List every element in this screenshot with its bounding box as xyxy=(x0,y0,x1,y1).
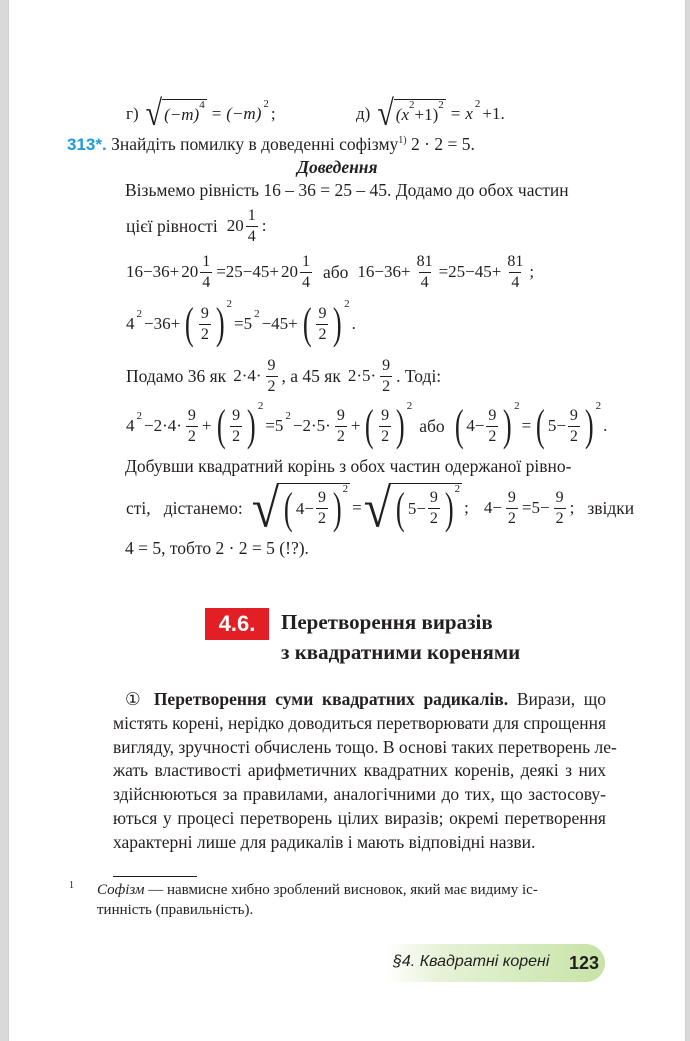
subsection-paragraph: ① Перетворення суми квадратних радикалів. Вирази, що містять корені, нерідко доводиться перетворювати для спрощення вигляду, зручності обчислень тощо. В основі таких перетворень ле- жать властивості арифметичних квадратних коренів, деякі з них здійснюються за правилами, аналогічними до тих, що застосову- ються у процесі перетворень цілих виразів; окремі перетворення характерні лише для радикалів і мають відповідні назви. xyxy=(113,689,617,852)
section-title-line2: з квадратними коренями xyxy=(281,640,521,664)
d-res: x xyxy=(465,104,473,123)
item-d-label: д) xyxy=(356,104,371,123)
sqrt-g: √ (−m) 4 xyxy=(145,93,205,134)
exercise-number: 313*. xyxy=(67,135,107,154)
sqrt-d: √ (x 2 +1) 2 xyxy=(377,93,444,134)
item-g-label: г) xyxy=(126,104,139,123)
subsection-marker: ① xyxy=(125,689,146,709)
footnote-line1: Софізм — навмисне хибно зроблений висновок, який має видиму іс- xyxy=(97,882,538,898)
mixed-20-1-4: 20 $\frac{1}{4}$ xyxy=(226,206,256,245)
g-res-exp: 2 xyxy=(263,98,269,110)
proof-podamo: Подамо 36 як 2·4· $\frac{9}{2}$ , а 45 як 2·5· $\frac{9}{2}$ . Тоді: xyxy=(126,356,442,395)
page-number: 123 xyxy=(568,952,600,973)
footer-chapter: §4. Квадратні корені xyxy=(393,953,550,970)
proof-heading: Доведення xyxy=(297,157,378,177)
equation-4: сті, дістанемо: √ ( 4− $\frac{9}{2}$ ) 2 = √ ( 5− $\frac{9}{2}$ ) 2 ; 4− $\frac{9}{2}$ =5− $\frac{9}{2}$ ; звідки xyxy=(126,477,635,539)
item-d xyxy=(355,93,506,134)
d-base-exp: 2 xyxy=(409,98,415,111)
g-eq: = xyxy=(211,104,222,123)
g-end: ; xyxy=(270,104,276,123)
subsection-title: Перетворення суми квадратних радикалів. xyxy=(153,689,509,709)
line2-text: цієї рівності xyxy=(126,215,218,236)
g-exp: 4 xyxy=(199,98,205,111)
proof-line1: Візьмемо рівність 16 – 36 = 25 – 45. Додамо до обох частин xyxy=(125,180,569,200)
g-base: (−m) xyxy=(164,104,200,124)
equation-3: 4 2 −2·4· $\frac{9}{2}$ + ( $\frac{9}{2}$ ) 2 =5 2 −2·5· $\frac{9}{2}$ + ( $\frac{9}{2}$ ) 2 або ( 4− $\frac{9}{2}$ ) 2 = ( 5− $\frac{9}{2}$ ) 2 . xyxy=(126,400,608,450)
footnote-line2: тинність (правильність). xyxy=(97,902,254,918)
d-end: +1. xyxy=(482,104,505,123)
exercise-text: Знайдіть помилку в доведенні софізму xyxy=(111,134,399,154)
exercise-claim: 2 · 2 = 5. xyxy=(411,134,475,154)
footnote-rule xyxy=(113,876,197,877)
exercise-313 xyxy=(67,134,475,158)
item-g xyxy=(125,93,277,134)
section-title-line1: Перетворення виразів xyxy=(281,610,493,634)
d-res-exp: 2 xyxy=(474,98,481,110)
proof-final: 4 = 5, тобто 2 · 2 = 5 (!?). xyxy=(125,538,309,558)
equation-2: 4 2 −36+ ( $\frac{9}{2}$ ) 2 =5 2 −45+ ( $\frac{9}{2}$ ) 2 . xyxy=(126,298,356,348)
section-number-badge: 4.6. xyxy=(205,608,269,640)
textbook-page xyxy=(8,0,686,1041)
footnote-mark: 1 xyxy=(69,880,74,891)
d-base: (x xyxy=(395,104,409,124)
proof-dobuvshy: Добувши квадратний корінь з обох частин одержаної рівно- xyxy=(125,456,572,476)
equation-1: 16−36+ 20 $\frac{1}{4}$ =25−45+ 20 $\frac{1}{4}$ або 16−36+ $\frac{81}{4}$ =25−45+ $\frac{81}{4}$ ; xyxy=(126,252,535,291)
d-eq: = xyxy=(450,104,461,123)
g-res: (−m) xyxy=(226,104,262,123)
footnote-ref: 1) xyxy=(398,135,407,146)
d-plus1: +1) xyxy=(414,104,439,124)
proof-line2: цієї рівності 20 $\frac{1}{4}$ : xyxy=(126,206,267,245)
d-exp: 2 xyxy=(438,98,444,111)
